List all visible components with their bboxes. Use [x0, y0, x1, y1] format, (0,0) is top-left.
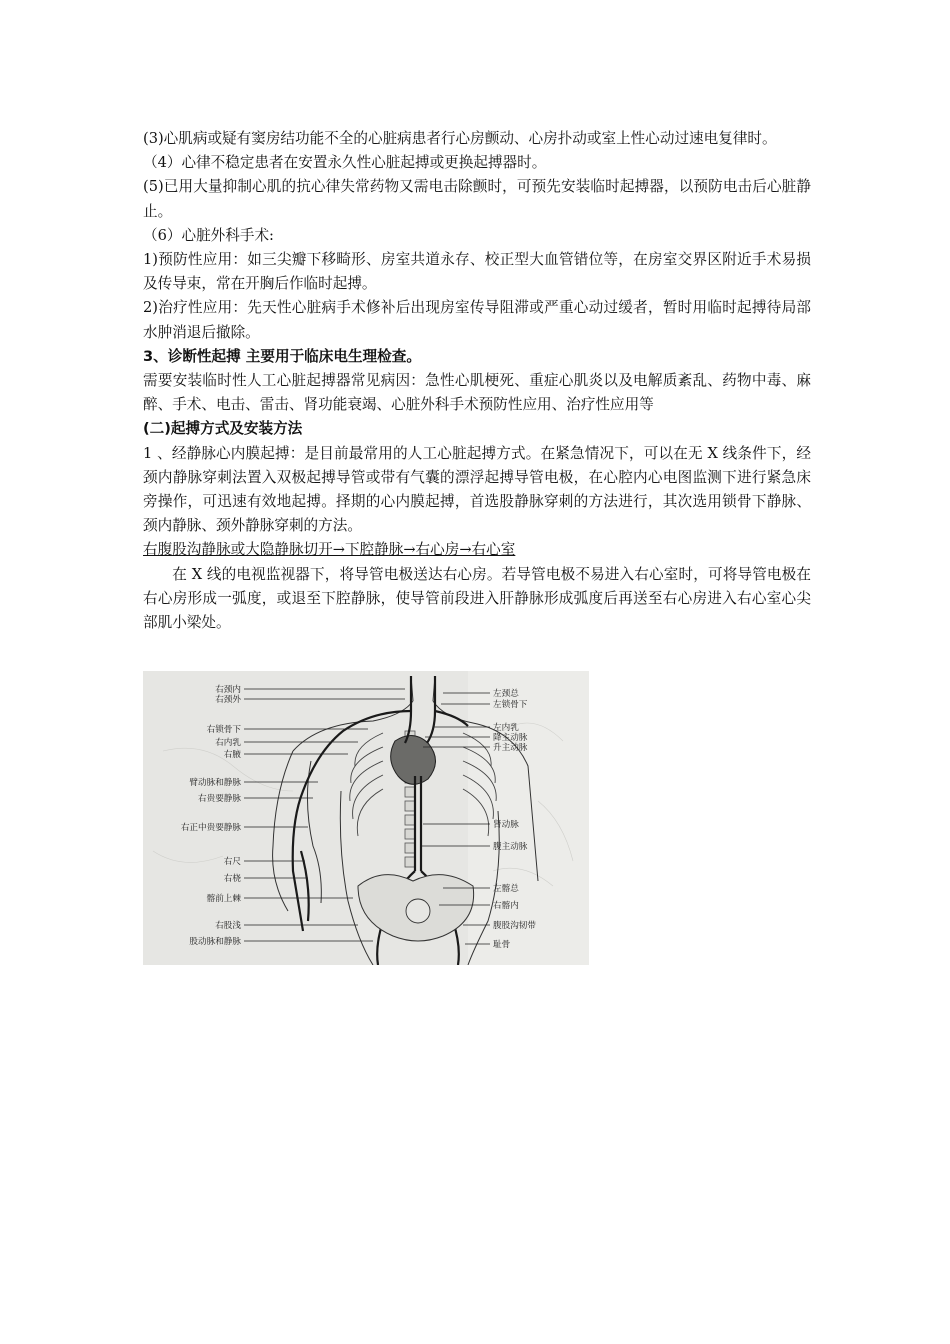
figure-label-left: 右尺 [223, 857, 241, 867]
figure-label-left: 右内乳 [215, 738, 241, 748]
figure-label-right: 降主动脉 [493, 733, 528, 743]
figure-label-left: 右腋 [223, 750, 241, 760]
figure-label-right: 升主动脉 [493, 743, 528, 753]
figure-label-right: 腹股沟韧带 [493, 921, 536, 931]
figure-label-right: 腹主动脉 [493, 842, 528, 852]
paragraph-4: （4）心律不稳定患者在安置永久性心脏起搏或更换起搏器时。 [143, 154, 547, 172]
heading-pacing-methods: (二)起搏方式及安装方法 [143, 420, 303, 438]
document-body [143, 127, 811, 635]
figure-label-left: 右桡 [223, 874, 241, 884]
paragraph-therapeutic: 2)治疗性应用：先天性心脏病手术修补后出现房室传导阻滞或严重心动过缓者，暂时用临时起搏待局部水肿消退后撤除。 [143, 299, 811, 341]
paragraph-common-causes: 需要安装临时性人工心脏起搏器常见病因：急性心肌梗死、重症心肌炎以及电解质紊乱、药物中毒、麻醉、手术、电击、雷击、肾功能衰竭、心脏外科手术预防性应用、治疗性应用等 [143, 372, 811, 414]
heading-diagnostic-pacing: 3、诊断性起搏 主要用于临床电生理检查。 [143, 347, 421, 365]
paragraph-xray: 在 X 线的电视监视器下，将导管电极送达右心房。若导管电极不易进入右心室时，可将导管电极在右心房形成一弧度，或退至下腔静脉，使导管前段进入肝静脉形成弧度后再送至右心房进入右心室心尖部肌小梁处。 [143, 565, 811, 632]
figure-label-left: 右贵要静脉 [198, 794, 241, 804]
paragraph-3: (3)心肌病或疑有窦房结功能不全的心脏病患者行心房颤动、心房扑动或室上性心动过速电复律时。 [143, 130, 777, 147]
figure-label-left: 右正中贵要静脉 [180, 823, 241, 833]
figure-label-right: 左锁骨下 [493, 700, 528, 710]
paragraph-5: (5)已用大量抑制心肌的抗心律失常药物又需电击除颤时，可预先安装临时起搏器，以预防电击后心脏静止。 [143, 178, 811, 220]
paragraph-preventive: 1)预防性应用：如三尖瓣下移畸形、房室共道永存、校正型大血管错位等，在房室交界区附近手术易损及传导束，常在开胸后作临时起搏。 [143, 251, 811, 293]
figure-label-left: 右颈外 [215, 695, 241, 705]
paragraph-transvenous: 1 、经静脉心内膜起搏：是目前最常用的人工心脏起搏方式。在紧急情况下，可以在无 X 线条件下，经颈内静脉穿刺法置入双极起搏导管或带有气囊的漂浮起搏导管电极，在心腔内心电图监测下进行紧急床旁操作，可迅速有效地起搏。择期的心内膜起搏，首选股静脉穿刺的方法进行，其次选用锁骨下静脉、颈内静脉、颈外静脉穿刺的方法。 [143, 444, 811, 535]
figure-label-right: 耻骨 [493, 940, 511, 950]
figure-label-right: 左内乳 [493, 723, 519, 733]
figure-label-left: 股动脉和静脉 [189, 937, 241, 947]
figure-label-right: 右髂内 [493, 901, 519, 911]
vascular-anatomy-figure [143, 671, 589, 965]
figure-label-left: 右颈内 [215, 685, 241, 695]
paragraph-6: （6）心脏外科手术: [143, 226, 274, 244]
paragraph-route: 右腹股沟静脉或大隐静脉切开→下腔静脉→右心房→右心室 [143, 541, 516, 559]
vascular-anatomy-illustration [143, 671, 589, 965]
figure-label-left: 髂前上棘 [206, 894, 241, 904]
figure-label-right: 肾动脉 [493, 820, 519, 830]
figure-label-right: 左髂总 [493, 884, 519, 894]
figure-label-left: 右股浅 [215, 921, 241, 931]
figure-label-left: 臂动脉和静脉 [189, 778, 241, 788]
figure-label-left: 右锁骨下 [206, 725, 241, 735]
figure-label-right: 左颈总 [493, 689, 519, 699]
